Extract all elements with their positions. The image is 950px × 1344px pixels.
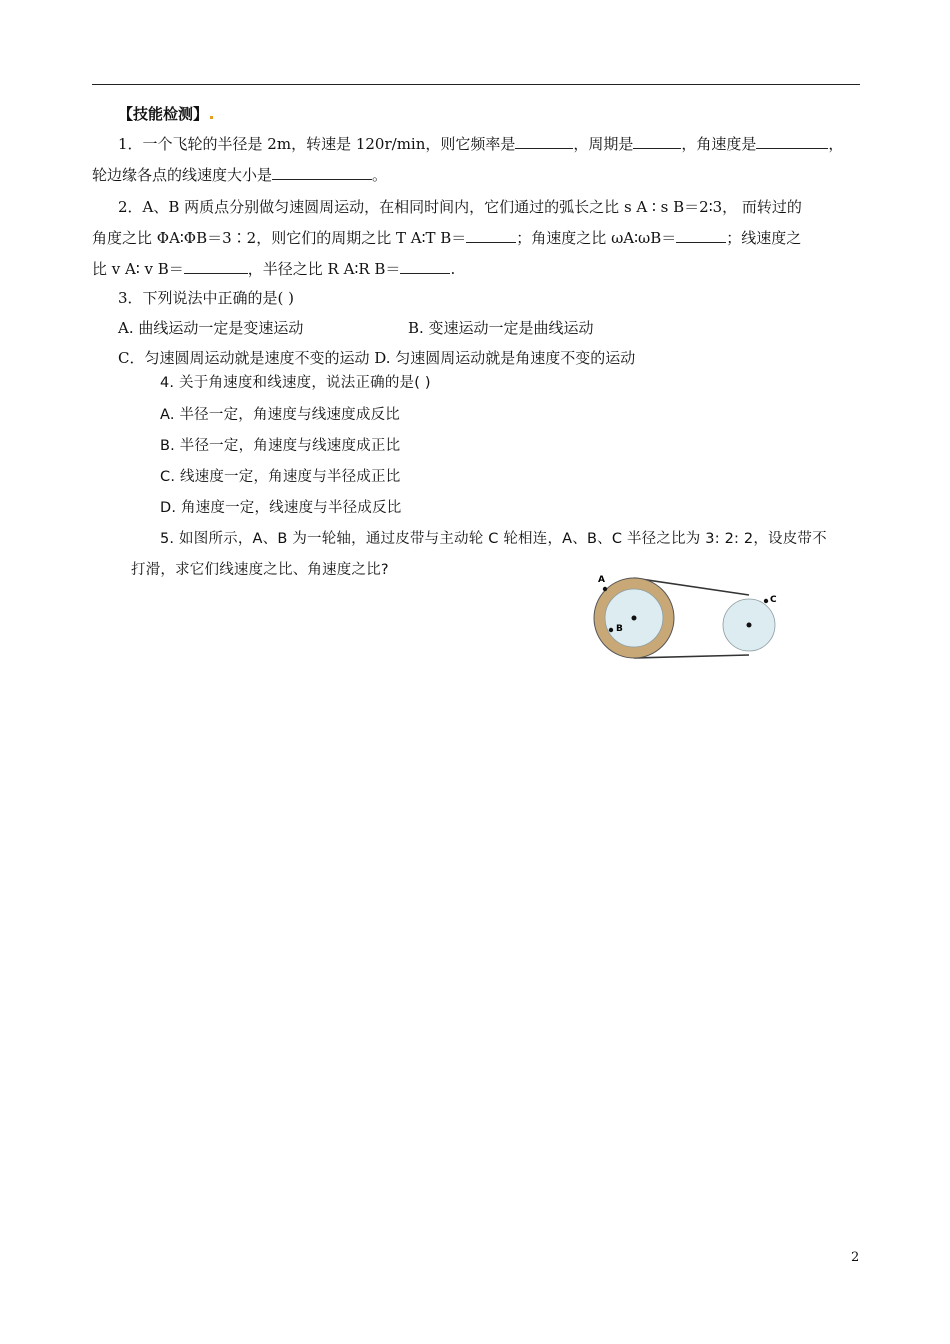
answer-blank-period-ratio[interactable] — [466, 228, 516, 243]
question-3-stem: 3．下列说法中正确的是( ) — [118, 289, 295, 307]
question-2-line-2: 角度之比 ΦA∶ΦB＝3∶2，则它们的周期之比 T A∶T B＝ ；角速度之比 ωA∶ωB＝ ；线速度之 — [92, 229, 802, 247]
question-4-option-b: B. 半径一定，角速度与线速度成正比 — [160, 438, 401, 454]
page-number: 2 — [851, 1250, 860, 1265]
point-a — [603, 587, 607, 591]
answer-blank-angular-velocity[interactable] — [756, 134, 828, 149]
question-3-option-cd: C．匀速圆周运动就是速度不变的运动 D. 匀速圆周运动就是角速度不变的运动 — [118, 349, 636, 367]
label-a: A — [598, 575, 605, 585]
question-4-option-c: C. 线速度一定，角速度与半径成正比 — [160, 469, 401, 485]
axle-c — [747, 623, 752, 628]
answer-blank-frequency[interactable] — [515, 134, 573, 149]
question-3-option-b: B. 变速运动一定是曲线运动 — [408, 319, 594, 337]
point-c — [764, 599, 768, 603]
answer-blank-angular-ratio[interactable] — [676, 228, 726, 243]
question-4-stem: 4. 关于角速度和线速度，说法正确的是( ) — [160, 375, 431, 391]
question-2-line-3: 比 v A∶ v B＝ ，半径之比 R A∶R B＝ . — [92, 260, 456, 278]
answer-blank-radius-ratio[interactable] — [400, 259, 450, 274]
label-c: C — [770, 595, 777, 605]
question-2-line-1: 2．A、B 两质点分别做匀速圆周运动，在相同时间内，它们通过的弧长之比 s A ∶ s B＝2∶3， 而转过的 — [118, 198, 802, 216]
header-rule — [92, 84, 860, 85]
question-5-line-2: 打滑，求它们线速度之比、角速度之比? — [131, 562, 389, 578]
question-1-line-1: 1．一个飞轮的半径是 2m，转速是 120r/min，则它频率是 ，周期是 ，角速度是 ， — [118, 135, 844, 153]
answer-blank-speed-ratio[interactable] — [184, 259, 248, 274]
pulley-belt-diagram — [588, 568, 788, 668]
axle-ab — [632, 616, 637, 621]
section-heading: 【技能检测】 — [118, 104, 213, 124]
label-b: B — [616, 624, 623, 634]
point-b — [609, 628, 613, 632]
belt-lower — [634, 655, 749, 658]
question-4-option-d: D. 角速度一定，线速度与半径成反比 — [160, 500, 402, 516]
answer-blank-linear-speed[interactable] — [272, 165, 372, 180]
question-4-option-a: A. 半径一定，角速度与线速度成反比 — [160, 407, 400, 423]
question-3-option-a: A. 曲线运动一定是变速运动 — [118, 319, 304, 337]
question-5-line-1: 5. 如图所示，A、B 为一轮轴，通过皮带与主动轮 C 轮相连，A、B、C 半径之比为 3: 2: 2，设皮带不 — [160, 531, 827, 547]
question-1-line-2: 轮边缘各点的线速度大小是 。 — [92, 166, 388, 184]
answer-blank-period[interactable] — [633, 134, 681, 149]
